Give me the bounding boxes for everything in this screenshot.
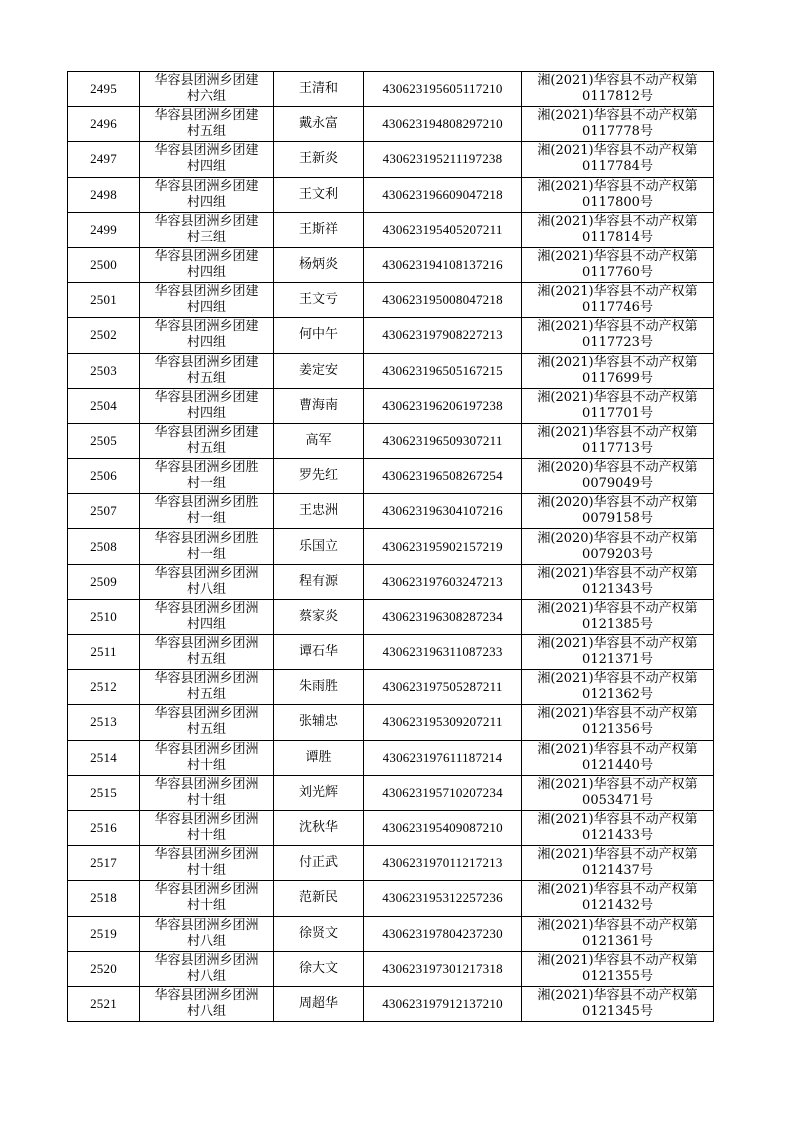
row-number-cell: 2512 (68, 670, 140, 705)
table-row (68, 740, 714, 775)
certificate-cell (522, 459, 714, 494)
id-number-cell: 430623196308287234 (364, 599, 522, 634)
table-row (68, 423, 714, 458)
certificate-cell (522, 635, 714, 670)
row-number-cell: 2505 (68, 423, 140, 458)
id-number-cell: 430623195211197238 (364, 142, 522, 177)
table-row (68, 564, 714, 599)
table-row (68, 775, 714, 810)
certificate-line-1: 湘(2021)华容县不动产权第 (537, 284, 698, 300)
address-line-1: 华容县团洲乡团建 (154, 389, 259, 405)
id-number-cell: 430623195312257236 (364, 881, 522, 916)
owner-name-cell: 徐大文 (274, 951, 364, 986)
address-line-2: 村四组 (186, 335, 226, 351)
address-cell (140, 212, 274, 247)
registry-table-body (68, 72, 714, 1022)
address-line-1: 华容县团洲乡团洲 (154, 812, 259, 828)
certificate-line-2: 0117760号 (582, 265, 653, 281)
address-cell (140, 72, 274, 107)
address-line-2: 村五组 (186, 124, 226, 140)
id-number-cell: 430623196509307211 (364, 423, 522, 458)
owner-name-cell: 杨炳炎 (274, 247, 364, 282)
address-line-1: 华容县团洲乡团建 (154, 213, 259, 229)
row-number-cell: 2499 (68, 212, 140, 247)
owner-name-cell: 王新炎 (274, 142, 364, 177)
certificate-cell (522, 247, 714, 282)
owner-name-cell: 姜定安 (274, 353, 364, 388)
registry-table (67, 71, 714, 1022)
id-number-cell: 430623196206197238 (364, 388, 522, 423)
certificate-cell (522, 916, 714, 951)
certificate-line-1: 湘(2021)华容县不动产权第 (537, 108, 698, 124)
address-line-1: 华容县团洲乡团建 (154, 108, 259, 124)
table-row (68, 72, 714, 107)
owner-name-cell: 王清和 (274, 72, 364, 107)
id-number-cell: 430623195902157219 (364, 529, 522, 564)
certificate-cell (522, 212, 714, 247)
row-number-cell: 2495 (68, 72, 140, 107)
row-number-cell: 2506 (68, 459, 140, 494)
address-line-2: 村四组 (186, 616, 226, 632)
owner-name-cell: 戴永富 (274, 107, 364, 142)
certificate-line-2: 0117713号 (582, 440, 653, 456)
id-number-cell: 430623196609047218 (364, 177, 522, 212)
table-row (68, 212, 714, 247)
certificate-cell (522, 283, 714, 318)
certificate-cell (522, 494, 714, 529)
owner-name-cell: 王文利 (274, 177, 364, 212)
certificate-cell (522, 670, 714, 705)
id-number-cell: 430623195605117210 (364, 72, 522, 107)
address-line-2: 村八组 (186, 581, 226, 597)
address-line-2: 村五组 (186, 440, 226, 456)
address-line-2: 村四组 (186, 300, 226, 316)
certificate-line-2: 0117699号 (582, 370, 653, 386)
address-cell (140, 951, 274, 986)
id-number-cell: 430623196311087233 (364, 635, 522, 670)
certificate-line-1: 湘(2021)华容县不动产权第 (537, 636, 698, 652)
address-cell (140, 775, 274, 810)
table-row (68, 846, 714, 881)
row-number-cell: 2500 (68, 247, 140, 282)
owner-name-cell: 何中午 (274, 318, 364, 353)
certificate-cell (522, 775, 714, 810)
id-number-cell: 430623194808297210 (364, 107, 522, 142)
certificate-cell (522, 810, 714, 845)
row-number-cell: 2501 (68, 283, 140, 318)
address-line-2: 村十组 (186, 863, 226, 879)
certificate-line-2: 0079158号 (582, 511, 653, 527)
certificate-line-2: 0117812号 (582, 89, 653, 105)
certificate-cell (522, 986, 714, 1021)
owner-name-cell: 周超华 (274, 986, 364, 1021)
certificate-cell (522, 142, 714, 177)
owner-name-cell: 程有源 (274, 564, 364, 599)
address-line-2: 村四组 (186, 159, 226, 175)
owner-name-cell: 蔡家炎 (274, 599, 364, 634)
address-cell (140, 283, 274, 318)
certificate-line-1: 湘(2021)华容县不动产权第 (537, 213, 698, 229)
id-number-cell: 430623197011217213 (364, 846, 522, 881)
address-cell (140, 635, 274, 670)
certificate-cell (522, 740, 714, 775)
row-number-cell: 2521 (68, 986, 140, 1021)
certificate-line-2: 0053471号 (582, 792, 653, 808)
certificate-line-2: 0117723号 (582, 335, 653, 351)
certificate-cell (522, 388, 714, 423)
certificate-line-1: 湘(2021)华容县不动产权第 (537, 671, 698, 687)
certificate-line-1: 湘(2021)华容县不动产权第 (537, 847, 698, 863)
address-line-1: 华容县团洲乡团建 (154, 319, 259, 335)
row-number-cell: 2516 (68, 810, 140, 845)
id-number-cell: 430623196508267254 (364, 459, 522, 494)
address-line-2: 村八组 (186, 933, 226, 949)
id-number-cell: 430623197603247213 (364, 564, 522, 599)
certificate-line-2: 0117701号 (582, 405, 653, 421)
address-cell (140, 494, 274, 529)
row-number-cell: 2508 (68, 529, 140, 564)
address-line-2: 村四组 (186, 405, 226, 421)
certificate-line-1: 湘(2021)华容县不动产权第 (537, 354, 698, 370)
address-line-2: 村三组 (186, 229, 226, 245)
id-number-cell: 430623194108137216 (364, 247, 522, 282)
certificate-line-1: 湘(2021)华容县不动产权第 (537, 73, 698, 89)
table-row (68, 318, 714, 353)
row-number-cell: 2513 (68, 705, 140, 740)
owner-name-cell: 王斯祥 (274, 212, 364, 247)
id-number-cell: 430623195409087210 (364, 810, 522, 845)
certificate-line-2: 0117784号 (582, 159, 653, 175)
row-number-cell: 2514 (68, 740, 140, 775)
id-number-cell: 430623197301217318 (364, 951, 522, 986)
table-row (68, 986, 714, 1021)
address-line-2: 村五组 (186, 687, 226, 703)
owner-name-cell: 张辅忠 (274, 705, 364, 740)
address-line-2: 村四组 (186, 194, 226, 210)
certificate-line-1: 湘(2021)华容县不动产权第 (537, 776, 698, 792)
owner-name-cell: 王文亏 (274, 283, 364, 318)
owner-name-cell: 付正武 (274, 846, 364, 881)
row-number-cell: 2507 (68, 494, 140, 529)
address-line-1: 华容县团洲乡团洲 (154, 600, 259, 616)
certificate-cell (522, 72, 714, 107)
address-cell (140, 177, 274, 212)
address-line-2: 村八组 (186, 1003, 226, 1019)
row-number-cell: 2511 (68, 635, 140, 670)
address-cell (140, 107, 274, 142)
table-row (68, 494, 714, 529)
certificate-line-2: 0121361号 (582, 933, 653, 949)
address-line-1: 华容县团洲乡团洲 (154, 917, 259, 933)
certificate-cell (522, 318, 714, 353)
owner-name-cell: 乐国立 (274, 529, 364, 564)
id-number-cell: 430623195710207234 (364, 775, 522, 810)
certificate-line-2: 0121343号 (582, 581, 653, 597)
certificate-line-1: 湘(2021)华容县不动产权第 (537, 741, 698, 757)
table-row (68, 951, 714, 986)
certificate-line-2: 0121432号 (582, 898, 653, 914)
id-number-cell: 430623197912137210 (364, 986, 522, 1021)
address-line-2: 村四组 (186, 265, 226, 281)
address-line-1: 华容县团洲乡团洲 (154, 952, 259, 968)
id-number-cell: 430623196505167215 (364, 353, 522, 388)
address-cell (140, 881, 274, 916)
address-line-1: 华容县团洲乡团洲 (154, 671, 259, 687)
owner-name-cell: 范新民 (274, 881, 364, 916)
address-line-2: 村十组 (186, 898, 226, 914)
address-cell (140, 247, 274, 282)
row-number-cell: 2520 (68, 951, 140, 986)
certificate-cell (522, 599, 714, 634)
table-row (68, 459, 714, 494)
id-number-cell: 430623197804237230 (364, 916, 522, 951)
address-line-1: 华容县团洲乡团建 (154, 73, 259, 89)
owner-name-cell: 曹海南 (274, 388, 364, 423)
row-number-cell: 2496 (68, 107, 140, 142)
table-row (68, 142, 714, 177)
certificate-line-2: 0121433号 (582, 828, 653, 844)
owner-name-cell: 王忠洲 (274, 494, 364, 529)
owner-name-cell: 谭胜 (274, 740, 364, 775)
certificate-line-1: 湘(2020)华容县不动产权第 (537, 530, 698, 546)
certificate-cell (522, 107, 714, 142)
table-row (68, 283, 714, 318)
certificate-cell (522, 881, 714, 916)
owner-name-cell: 刘光辉 (274, 775, 364, 810)
certificate-line-2: 0121356号 (582, 722, 653, 738)
address-line-2: 村一组 (186, 546, 226, 562)
address-line-2: 村一组 (186, 476, 226, 492)
certificate-line-1: 湘(2021)华容县不动产权第 (537, 812, 698, 828)
certificate-line-1: 湘(2021)华容县不动产权第 (537, 952, 698, 968)
id-number-cell: 430623197505287211 (364, 670, 522, 705)
address-line-1: 华容县团洲乡团建 (154, 354, 259, 370)
owner-name-cell: 沈秋华 (274, 810, 364, 845)
table-row (68, 247, 714, 282)
certificate-line-1: 湘(2021)华容县不动产权第 (537, 882, 698, 898)
address-cell (140, 810, 274, 845)
id-number-cell: 430623196304107216 (364, 494, 522, 529)
address-line-1: 华容县团洲乡团洲 (154, 882, 259, 898)
certificate-line-1: 湘(2021)华容县不动产权第 (537, 917, 698, 933)
address-line-1: 华容县团洲乡团胜 (154, 530, 259, 546)
address-line-1: 华容县团洲乡团洲 (154, 987, 259, 1003)
row-number-cell: 2498 (68, 177, 140, 212)
certificate-line-1: 湘(2021)华容县不动产权第 (537, 143, 698, 159)
address-cell (140, 423, 274, 458)
table-row (68, 916, 714, 951)
row-number-cell: 2497 (68, 142, 140, 177)
address-line-1: 华容县团洲乡团洲 (154, 565, 259, 581)
certificate-line-1: 湘(2021)华容县不动产权第 (537, 389, 698, 405)
id-number-cell: 430623197908227213 (364, 318, 522, 353)
owner-name-cell: 徐贤文 (274, 916, 364, 951)
table-row (68, 705, 714, 740)
certificate-line-2: 0117814号 (582, 229, 653, 245)
row-number-cell: 2504 (68, 388, 140, 423)
id-number-cell: 430623195008047218 (364, 283, 522, 318)
address-cell (140, 670, 274, 705)
address-cell (140, 459, 274, 494)
address-cell (140, 599, 274, 634)
address-line-1: 华容县团洲乡团建 (154, 284, 259, 300)
certificate-cell (522, 951, 714, 986)
row-number-cell: 2517 (68, 846, 140, 881)
address-line-1: 华容县团洲乡团建 (154, 249, 259, 265)
address-line-1: 华容县团洲乡团建 (154, 178, 259, 194)
table-row (68, 670, 714, 705)
certificate-line-2: 0117778号 (582, 124, 653, 140)
row-number-cell: 2509 (68, 564, 140, 599)
certificate-line-1: 湘(2021)华容县不动产权第 (537, 178, 698, 194)
address-cell (140, 529, 274, 564)
certificate-line-1: 湘(2020)华容县不动产权第 (537, 495, 698, 511)
address-cell (140, 986, 274, 1021)
address-cell (140, 705, 274, 740)
row-number-cell: 2518 (68, 881, 140, 916)
certificate-line-1: 湘(2021)华容县不动产权第 (537, 706, 698, 722)
owner-name-cell: 罗先红 (274, 459, 364, 494)
table-row (68, 529, 714, 564)
table-row (68, 635, 714, 670)
certificate-line-2: 0079203号 (582, 546, 653, 562)
table-row (68, 107, 714, 142)
certificate-cell (522, 846, 714, 881)
id-number-cell: 430623195309207211 (364, 705, 522, 740)
address-line-1: 华容县团洲乡团洲 (154, 776, 259, 792)
address-cell (140, 740, 274, 775)
row-number-cell: 2510 (68, 599, 140, 634)
table-row (68, 810, 714, 845)
certificate-cell (522, 177, 714, 212)
address-cell (140, 916, 274, 951)
address-cell (140, 142, 274, 177)
row-number-cell: 2503 (68, 353, 140, 388)
address-line-2: 村一组 (186, 511, 226, 527)
certificate-line-1: 湘(2021)华容县不动产权第 (537, 600, 698, 616)
address-line-2: 村六组 (186, 89, 226, 105)
address-line-2: 村十组 (186, 792, 226, 808)
certificate-line-2: 0121437号 (582, 863, 653, 879)
address-cell (140, 846, 274, 881)
certificate-cell (522, 529, 714, 564)
address-line-2: 村八组 (186, 968, 226, 984)
certificate-line-1: 湘(2021)华容县不动产权第 (537, 424, 698, 440)
certificate-line-2: 0121371号 (582, 652, 653, 668)
address-line-1: 华容县团洲乡团洲 (154, 741, 259, 757)
table-row (68, 388, 714, 423)
id-number-cell: 430623195405207211 (364, 212, 522, 247)
address-line-1: 华容县团洲乡团建 (154, 424, 259, 440)
certificate-cell (522, 705, 714, 740)
address-cell (140, 353, 274, 388)
id-number-cell: 430623197611187214 (364, 740, 522, 775)
certificate-cell (522, 423, 714, 458)
certificate-cell (522, 564, 714, 599)
table-row (68, 353, 714, 388)
owner-name-cell: 谭石华 (274, 635, 364, 670)
address-line-1: 华容县团洲乡团建 (154, 143, 259, 159)
certificate-line-2: 0121355号 (582, 968, 653, 984)
certificate-line-1: 湘(2021)华容县不动产权第 (537, 319, 698, 335)
address-line-2: 村十组 (186, 757, 226, 773)
address-cell (140, 318, 274, 353)
certificate-line-1: 湘(2021)华容县不动产权第 (537, 249, 698, 265)
address-line-1: 华容县团洲乡团胜 (154, 495, 259, 511)
certificate-line-1: 湘(2021)华容县不动产权第 (537, 565, 698, 581)
address-line-1: 华容县团洲乡团洲 (154, 847, 259, 863)
row-number-cell: 2519 (68, 916, 140, 951)
row-number-cell: 2502 (68, 318, 140, 353)
table-row (68, 177, 714, 212)
address-line-1: 华容县团洲乡团洲 (154, 636, 259, 652)
row-number-cell: 2515 (68, 775, 140, 810)
certificate-line-2: 0117800号 (582, 194, 653, 210)
certificate-cell (522, 353, 714, 388)
address-line-1: 华容县团洲乡团洲 (154, 706, 259, 722)
certificate-line-2: 0121440号 (582, 757, 653, 773)
address-line-2: 村五组 (186, 652, 226, 668)
certificate-line-2: 0121385号 (582, 616, 653, 632)
address-cell (140, 564, 274, 599)
address-line-2: 村五组 (186, 370, 226, 386)
table-row (68, 599, 714, 634)
certificate-line-1: 湘(2021)华容县不动产权第 (537, 987, 698, 1003)
address-line-2: 村十组 (186, 828, 226, 844)
address-cell (140, 388, 274, 423)
table-row (68, 881, 714, 916)
certificate-line-2: 0121362号 (582, 687, 653, 703)
certificate-line-1: 湘(2020)华容县不动产权第 (537, 460, 698, 476)
certificate-line-2: 0079049号 (582, 476, 653, 492)
owner-name-cell: 朱雨胜 (274, 670, 364, 705)
address-line-2: 村五组 (186, 722, 226, 738)
certificate-line-2: 0117746号 (582, 300, 653, 316)
address-line-1: 华容县团洲乡团胜 (154, 460, 259, 476)
certificate-line-2: 0121345号 (582, 1003, 653, 1019)
owner-name-cell: 高军 (274, 423, 364, 458)
